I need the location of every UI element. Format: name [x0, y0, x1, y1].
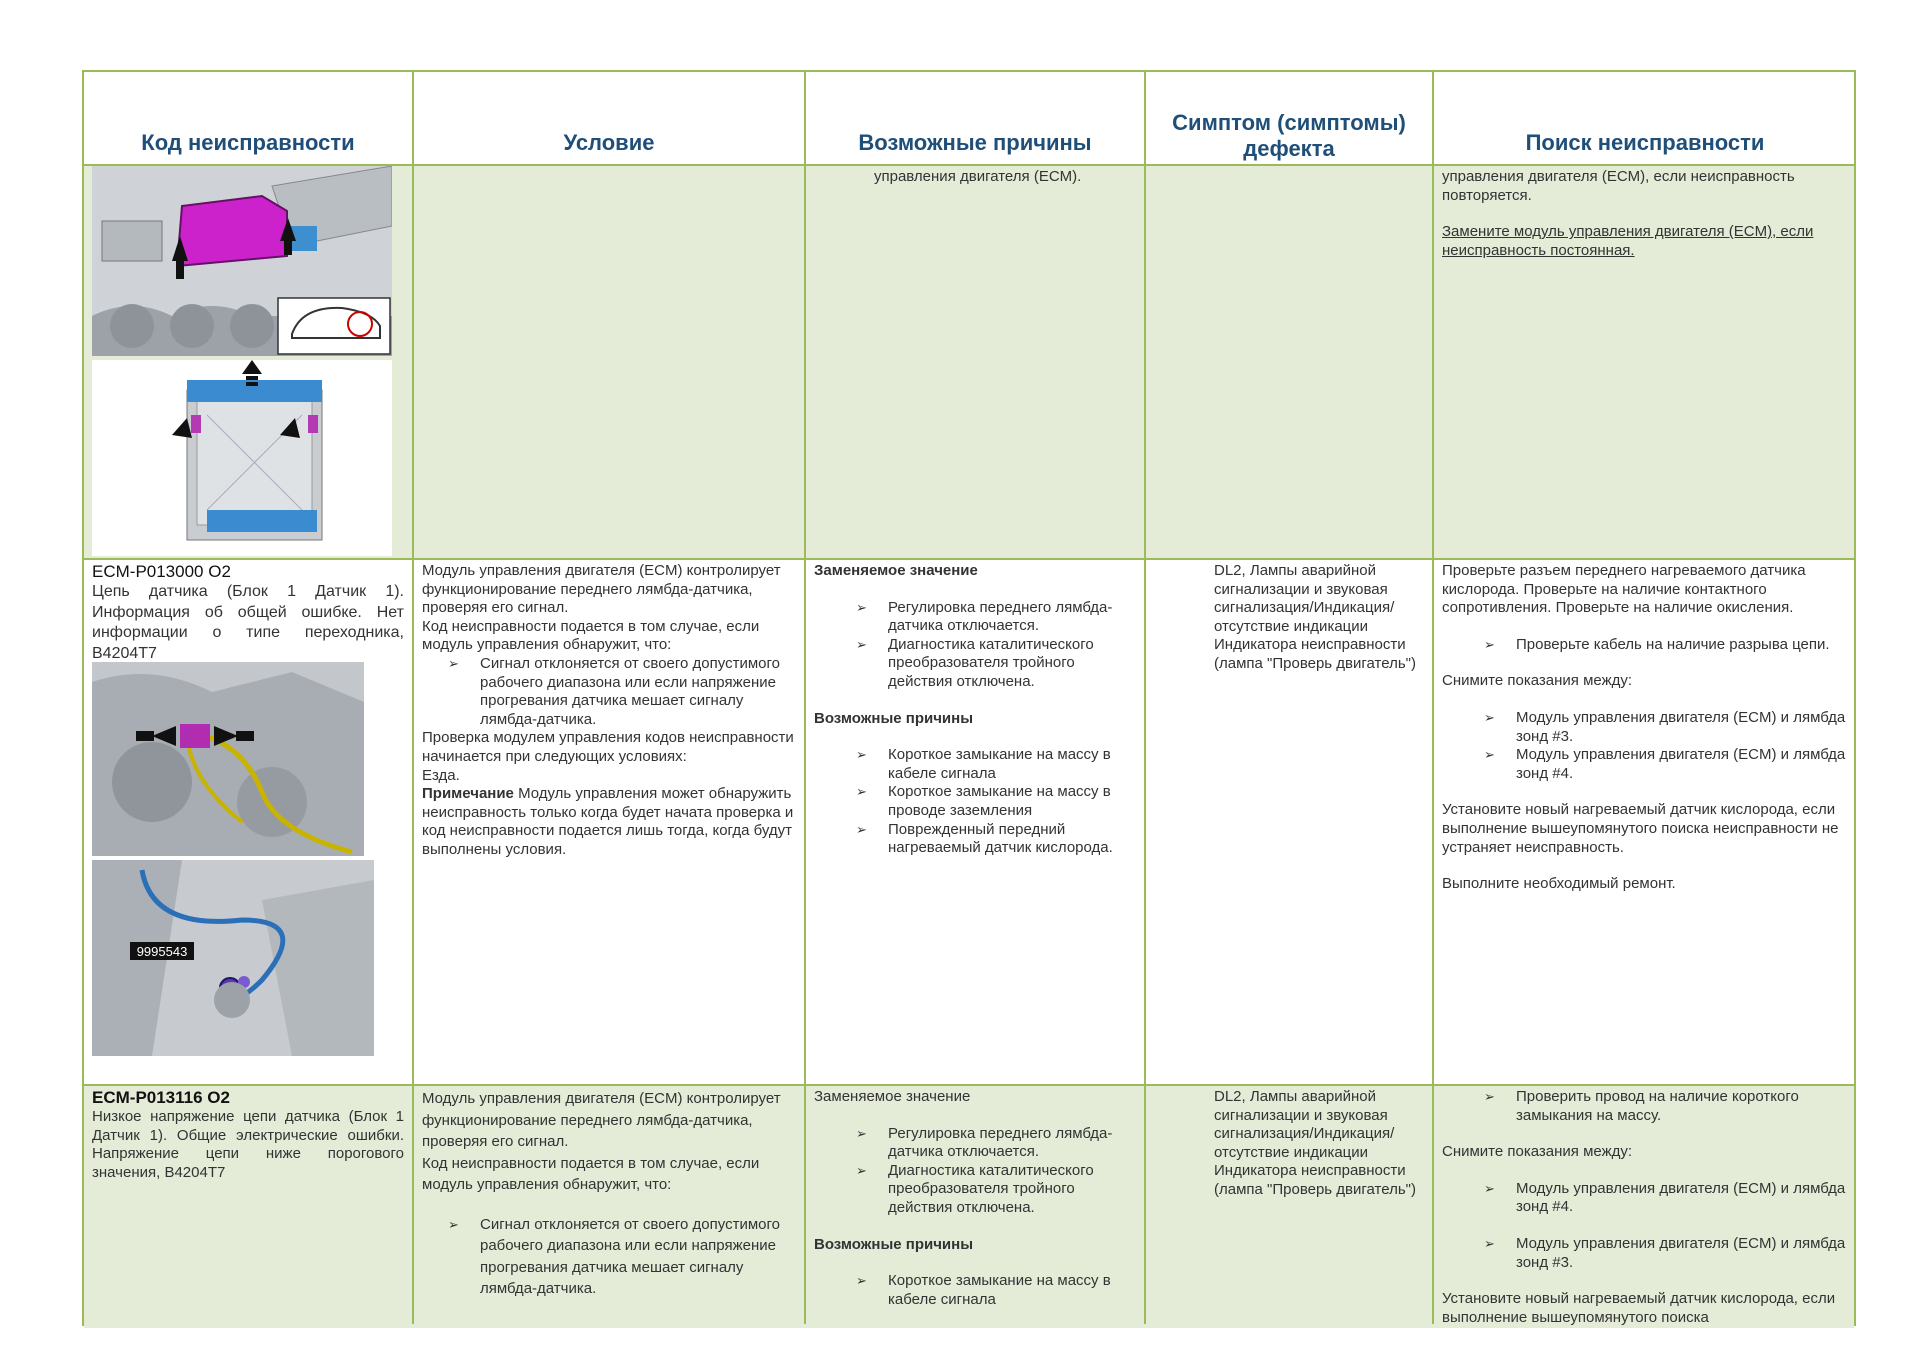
col-divider: [412, 72, 414, 1324]
fix-text: Проверьте разъем переднего нагреваемого датчика кислорода. Проверьте на наличие контактного сопротивления. Проверьте на наличие окисления.: [1442, 562, 1806, 617]
engine-sensor-connector-image: [92, 662, 364, 856]
fix-text: Установите новый нагреваемый датчик кислорода, если выполнение вышеупомянутого поиска неисправности не устраняет неисправность.: [1442, 801, 1839, 856]
causes-list: [814, 746, 1139, 858]
row2-condition: [422, 1088, 798, 1300]
row0-causes-text: управления двигателя (ECM).: [874, 168, 1082, 185]
fix-list: [1442, 1180, 1854, 1217]
causes-heading: Заменяемое значение: [814, 562, 978, 579]
row1-causes: [814, 562, 1139, 858]
fix-bullet: ➢ Проверить провод на наличие короткого замыкания на массу.: [1500, 1088, 1854, 1125]
cause-bullet: ➢ Короткое замыкание на массу в кабеле сигнала: [872, 1272, 1139, 1309]
fix-text: Снимите показания между:: [1442, 672, 1633, 690]
header-symptoms: Симптом (симптомы) дефекта: [1172, 110, 1406, 161]
row1-condition: [422, 562, 798, 860]
col-divider: [804, 72, 806, 1324]
note-label: Примечание: [422, 785, 514, 803]
fault-code-description: Низкое напряжение цепи датчика (Блок 1 Датчик 1). Общие электрические ошибки. Напряжение цепи ниже порогового значения, B4204T7: [92, 1108, 404, 1181]
cond-text: Код неисправности подается в том случае, если модуль управления обнаружит, что:: [422, 1154, 760, 1193]
causes-list: [814, 599, 1139, 692]
cause-bullet: ➢ Регулировка переднего лямбда-датчика отключается.: [872, 599, 1139, 636]
header-fault-code: Код неисправности: [141, 130, 355, 155]
fix-bullet: ➢ Модуль управления двигателя (ECM) и лямбда зонд #3.: [1500, 709, 1854, 746]
fix-list: [1442, 636, 1854, 655]
header-possible-causes: Возможные причины: [858, 130, 1092, 155]
fault-table: [82, 70, 1856, 1326]
row-divider: [84, 1084, 1854, 1086]
cond-bullet-list: [422, 655, 798, 729]
row0-causes: [874, 168, 1134, 187]
col-divider: [1432, 72, 1434, 1324]
cause-bullet: ➢ Поврежденный передний нагреваемый датчик кислорода.: [872, 821, 1139, 858]
symptom-text: DL2, Лампы аварийной сигнализации и звуковая сигнализация/Индикация/отсутствие индикации Индикатора неисправности (лампа "Проверь двигатель"): [1214, 1088, 1416, 1198]
note-text: Модуль управления может обнаружить неисправность только когда будет начата проверка и код неисправности подается лишь тогда, когда будут выполнены условия.: [422, 785, 794, 858]
fix-text: Снимите показания между:: [1442, 1143, 1633, 1161]
symptom-text: DL2, Лампы аварийной сигнализации и звуковая сигнализация/Индикация/отсутствие индикации Индикатора неисправности (лампа "Проверь двигатель"): [1214, 562, 1416, 672]
row0-fix-text: управления двигателя (ECM), если неисправность повторяется.: [1442, 168, 1795, 204]
fix-list: [1442, 709, 1854, 783]
fault-code-p013116: ECM-P013116 O2: [92, 1088, 230, 1107]
ecm-module-image: [92, 360, 392, 556]
row2-troubleshooting: [1442, 1088, 1854, 1326]
fix-bullet: ➢ Модуль управления двигателя (ECM) и лямбда зонд #3.: [1500, 1235, 1854, 1272]
row2-causes: [814, 1088, 1139, 1309]
fix-list: [1442, 1235, 1854, 1272]
causes-heading: Заменяемое значение: [814, 1088, 971, 1105]
engine-bay-ecm-image: [92, 166, 392, 356]
row1-code-cell: [92, 562, 404, 664]
causes-heading: Возможные причины: [814, 1235, 974, 1253]
cause-bullet: ➢ Короткое замыкание на массу в проводе заземления: [872, 783, 1139, 820]
cond-bullet-list: [422, 1214, 798, 1300]
image-part-number: 9995543: [136, 944, 188, 959]
header-troubleshooting: Поиск неисправности: [1525, 130, 1765, 155]
cond-text: Модуль управления двигателя (ECM) контролирует функционирование переднего лямбда-датчика, проверяя его сигнал.: [422, 562, 781, 617]
row0-troubleshooting: [1442, 168, 1852, 260]
cond-text: Модуль управления двигателя (ECM) контролирует функционирование переднего лямбда-датчика, проверяя его сигнал.: [422, 1090, 781, 1150]
row1-symptom: [1214, 562, 1428, 674]
fix-text: Установите новый нагреваемый датчик кислорода, если выполнение вышеупомянутого поиска: [1442, 1290, 1836, 1326]
cause-bullet: ➢ Диагностика каталитического преобразователя тройного действия отключена.: [872, 1162, 1139, 1218]
col-divider: [1144, 72, 1146, 1324]
replace-ecm-link[interactable]: Замените модуль управления двигателя (ECM), если неисправность постоянная.: [1442, 223, 1814, 259]
fault-code-description: Цепь датчика (Блок 1 Датчик 1). Информация об общей ошибке. Нет информации о типе переходника, B4204T7: [92, 583, 404, 662]
causes-list: [814, 1272, 1139, 1309]
cause-bullet: ➢ Короткое замыкание на массу в кабеле сигнала: [872, 746, 1139, 783]
row2-symptom: [1214, 1088, 1428, 1200]
causes-list: [814, 1125, 1139, 1218]
cond-text: Код неисправности подается в том случае, если модуль управления обнаружит, что:: [422, 617, 760, 654]
header-condition: Условие: [563, 130, 655, 155]
fix-text: Выполните необходимый ремонт.: [1442, 875, 1676, 893]
row2-code-cell: [92, 1088, 404, 1182]
cond-text: Проверка модулем управления кодов неисправности начинается при следующих условиях:: [422, 729, 794, 765]
fix-bullet: ➢ Проверьте кабель на наличие разрыва цепи.: [1500, 636, 1854, 655]
cause-bullet: ➢ Диагностика каталитического преобразователя тройного действия отключена.: [872, 636, 1139, 692]
fix-bullet: ➢ Модуль управления двигателя (ECM) и лямбда зонд #4.: [1500, 1180, 1854, 1217]
fix-bullet: ➢ Модуль управления двигателя (ECM) и лямбда зонд #4.: [1500, 746, 1854, 783]
lambda-probe-image: [92, 860, 374, 1056]
cause-bullet: ➢ Регулировка переднего лямбда-датчика отключается.: [872, 1125, 1139, 1162]
row-divider: [84, 558, 1854, 560]
row1-troubleshooting: [1442, 562, 1854, 894]
cond-bullet: ➢ Сигнал отклоняется от своего допустимого рабочего диапазона или если напряжение прогревания датчика мешает сигналу лямбда-датчика.: [464, 655, 798, 729]
fault-code-p013000: ECM-P013000 O2: [92, 562, 231, 581]
fix-list: [1442, 1088, 1854, 1125]
causes-heading: Возможные причины: [814, 709, 974, 727]
cond-text: Езда.: [422, 766, 460, 784]
cond-bullet: ➢ Сигнал отклоняется от своего допустимого рабочего диапазона или если напряжение прогревания датчика мешает сигналу лямбда-датчика.: [464, 1214, 798, 1300]
